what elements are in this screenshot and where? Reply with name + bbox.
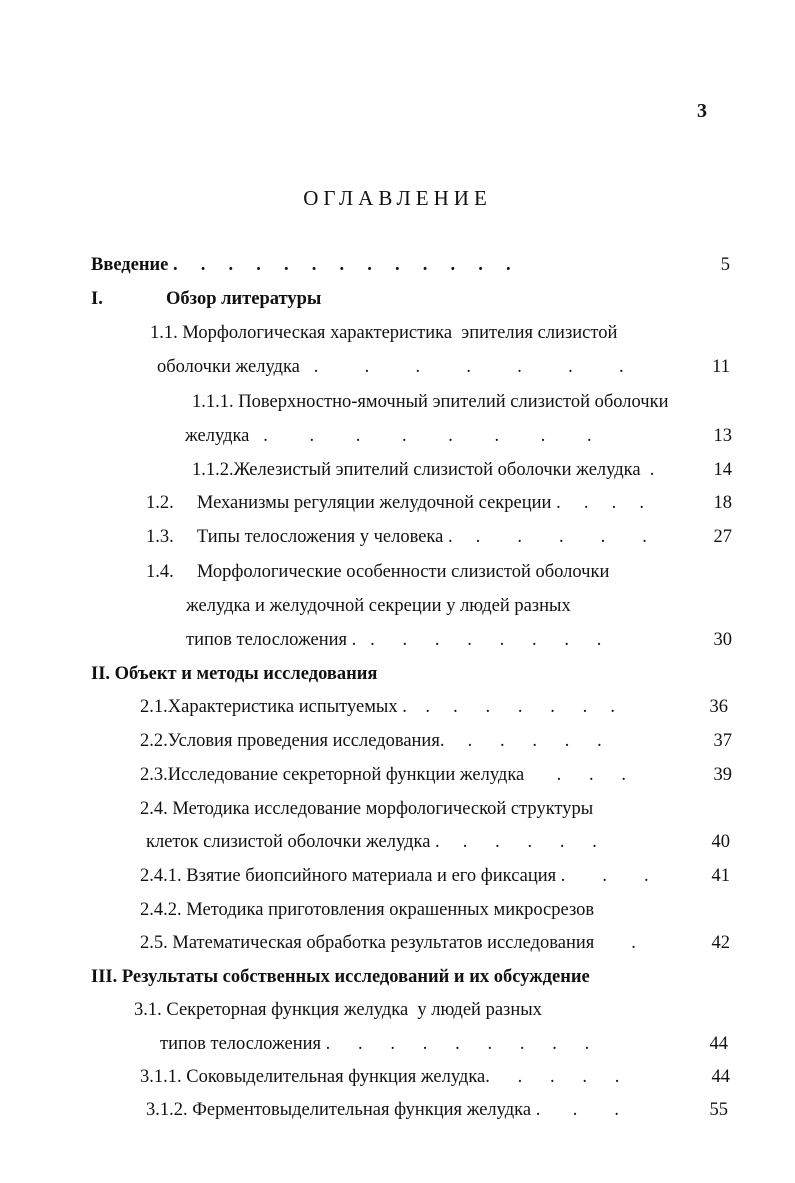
toc-entry-continuation: клеток слизистой оболочки желудка . . . . . .	[146, 832, 597, 852]
toc-page-number: 11	[712, 357, 730, 377]
toc-entry-introduction: Введение . . . . . . . . . . . . .	[91, 255, 511, 275]
page-number: 3	[697, 100, 707, 122]
toc-entry: 2.5. Математическая обработка результатов исследования .	[140, 933, 636, 953]
toc-entry-continuation: оболочки желудка . . . . . . .	[157, 357, 624, 377]
toc-entry: 1.4. Морфологические особенности слизистой оболочки	[146, 562, 610, 582]
toc-page-number: 37	[713, 731, 732, 751]
toc-page-number: 30	[713, 630, 732, 650]
toc-page-number: 42	[711, 933, 730, 953]
toc-page-number: 14	[713, 460, 732, 480]
toc-entry: 1.1.2.Железистый эпителий слизистой оболочки желудка .	[192, 460, 655, 480]
toc-section-numeral: I.	[91, 289, 103, 309]
toc-page-number: 41	[711, 866, 730, 886]
toc-section-heading: II. Объект и методы исследования	[91, 664, 378, 684]
toc-entry: 2.4.1. Взятие биопсийного материала и его фиксация . . .	[140, 866, 649, 886]
toc-entry: 1.1.1. Поверхностно-ямочный эпителий слизистой оболочки	[192, 392, 669, 412]
toc-section-heading: Обзор литературы	[166, 289, 322, 309]
toc-entry: 1.1. Морфологическая характеристика эпителия слизистой	[150, 323, 618, 343]
toc-entry: 3.1. Секреторная функция желудка у людей разных	[134, 1000, 542, 1020]
toc-entry-continuation: типов телосложения . . . . . . . . .	[186, 630, 602, 650]
toc-entry-continuation: типов телосложения . . . . . . . . .	[160, 1034, 590, 1054]
toc-entry: 1.3. Типы телосложения у человека . . . . . .	[146, 527, 647, 547]
toc-page-number: 44	[709, 1034, 728, 1054]
toc-entry-continuation: желудка и желудочной секреции у людей разных	[186, 596, 571, 616]
toc-page-number: 13	[713, 426, 732, 446]
page-title: ОГЛАВЛЕНИЕ	[303, 186, 492, 210]
toc-page-number: 5	[720, 255, 730, 275]
toc-entry: 1.2. Механизмы регуляции желудочной секреции . . . .	[146, 493, 644, 513]
toc-page-number: 40	[711, 832, 730, 852]
toc-entry: 2.4. Методика исследование морфологической структуры	[140, 799, 594, 819]
toc-entry: 3.1.1. Соковыделительная функция желудка. . . . .	[140, 1067, 620, 1087]
toc-page-number: 39	[713, 765, 732, 785]
toc-page-number: 27	[713, 527, 732, 547]
toc-entry: 2.4.2. Методика приготовления окрашенных микросрезов	[140, 900, 595, 920]
toc-page-number: 55	[709, 1100, 728, 1120]
toc-page-number: 18	[713, 493, 732, 513]
toc-section-heading: III. Результаты собственных исследований и их обсуждение	[91, 967, 590, 987]
toc-page-number: 36	[709, 697, 728, 717]
toc-entry: 2.3.Исследование секреторной функции желудка . . .	[140, 765, 626, 785]
toc-entry: 2.1.Характеристика испытуемых . . . . . . . .	[140, 697, 615, 717]
toc-page-number: 44	[711, 1067, 730, 1087]
toc-entry: 3.1.2. Ферментовыделительная функция желудка . . .	[146, 1100, 619, 1120]
toc-entry-continuation: желудка . . . . . . . .	[185, 426, 592, 446]
toc-entry: 2.2.Условия проведения исследования. . . . . .	[140, 731, 602, 751]
